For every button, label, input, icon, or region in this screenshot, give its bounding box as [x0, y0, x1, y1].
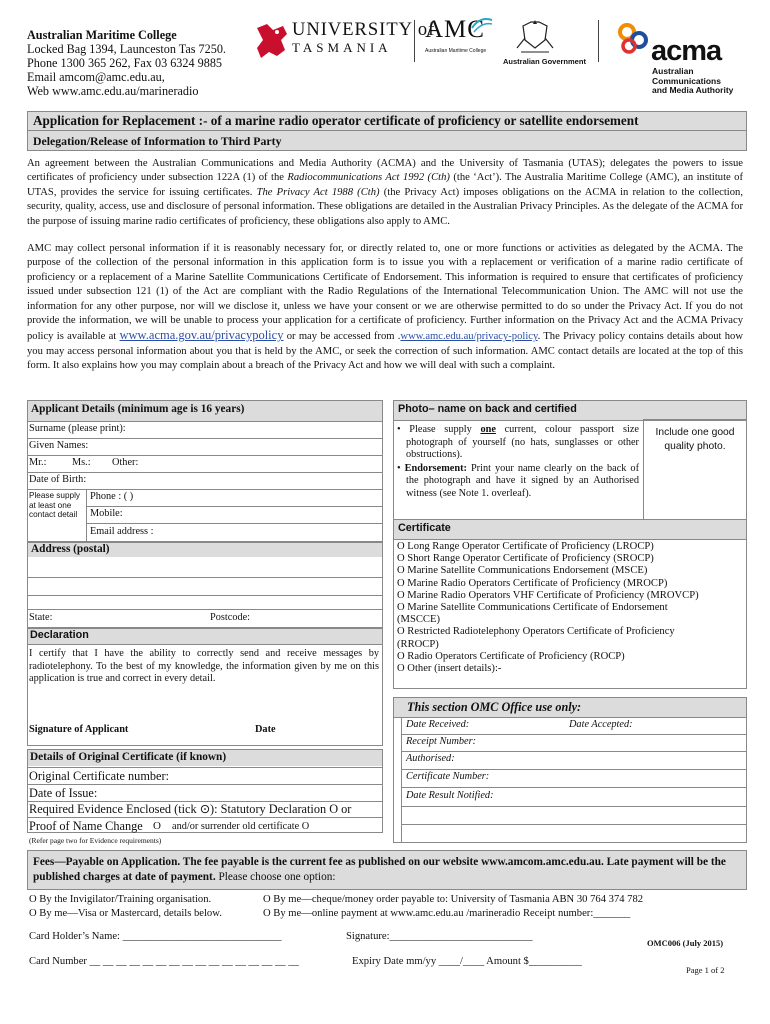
section-subtitle: Delegation/Release of Information to Third Party	[33, 134, 282, 148]
photo-bullet-1: • Please supply one current, colour passport size photograph of yourself (no hats, sunglasses or other obstructions).	[397, 424, 639, 460]
declaration-date-field[interactable]	[285, 716, 380, 738]
act-reference: The Privacy Act 1988 (Cth)	[256, 186, 380, 198]
row-line	[27, 455, 383, 456]
fees-bold: Fees—Payable on Application. The fee payable is the current fee as published on our website www.amcom.amc.edu.au. Late payment will be the published charges at date of payment.	[33, 856, 726, 883]
certificate-option-msce[interactable]: O Marine Satellite Communications Endorsement (MSCE)	[397, 565, 648, 577]
para-text: or may be accessed from .	[283, 331, 401, 343]
government-crest-icon	[515, 18, 555, 56]
college-email: Email amcom@amc.edu.au,	[27, 70, 165, 84]
certificate-option-lrocp[interactable]: O Long Range Operator Certificate of Proficiency (LROCP)	[397, 541, 654, 552]
certificate-options	[397, 541, 743, 675]
card-signature-field[interactable]: Signature:___________________________	[346, 931, 533, 942]
bullet-emphasis: one	[480, 424, 496, 435]
row-line	[86, 523, 383, 524]
acma-rings-icon	[615, 20, 653, 56]
acma-logo: acma	[651, 35, 722, 67]
row-line	[86, 506, 383, 507]
bullet-text: Print your name clearly on the back of the photograph and have it signed by an Authorised witness (see Note 1. overleaf).	[406, 462, 639, 499]
office-heading: This section OMC Office use only:	[407, 700, 582, 714]
row-line	[401, 824, 747, 825]
amc-logo: AMC	[425, 16, 485, 43]
card-number-field[interactable]: Card Number __ __ __ __ __ __ __ __ __ __ __ __ __ __ __ __	[29, 956, 299, 967]
certificate-number-field[interactable]: Certificate Number:	[406, 771, 490, 782]
row-line	[27, 644, 383, 645]
surrender-option[interactable]: and/or surrender old certificate O	[172, 821, 310, 832]
date-received-field[interactable]: Date Received:	[406, 719, 470, 730]
mobile-field[interactable]: Mobile:	[90, 508, 123, 519]
row-line	[27, 609, 383, 610]
contact-supply-note: Please supply at least one contact detail	[29, 491, 80, 519]
privacy-paragraph-1	[27, 157, 743, 229]
authorised-field[interactable]: Authorised:	[406, 753, 455, 764]
acma-sub-line: Australian	[652, 66, 694, 76]
certificate-option-mrocp[interactable]: O Marine Radio Operators Certificate of Proficiency (MROCP)	[397, 577, 668, 589]
surname-field[interactable]: Surname (please print):	[29, 423, 126, 434]
row-line	[393, 717, 747, 718]
address-line-1[interactable]	[28, 557, 382, 577]
row-line	[401, 787, 747, 788]
certificate-option-rocp[interactable]: O Radio Operators Certificate of Proficiency (ROCP)	[397, 650, 625, 662]
acma-sub-line: Communications	[652, 75, 721, 86]
college-phone: Phone 1300 365 262, Fax 03 6324 9885	[27, 56, 222, 70]
row-line	[401, 806, 747, 807]
date-accepted-field[interactable]: Date Accepted:	[569, 719, 633, 730]
receipt-number-field[interactable]: Receipt Number:	[406, 736, 477, 747]
act-reference: Radiocommunications Act 1992 (Cth)	[287, 172, 450, 184]
page-number: Page 1 of 2	[686, 965, 725, 975]
photo-placeholder[interactable]: Include one good quality photo.	[643, 419, 747, 520]
card-holder-field[interactable]: Card Holder’s Name: ______________________________	[29, 931, 282, 942]
pay-invigilator-option[interactable]: O By the Invigilator/Training organisation.	[29, 894, 212, 905]
certificate-option-rrocp-cont: (RROCP)	[397, 638, 439, 650]
row-line	[27, 472, 383, 473]
form-code: OMC006 (July 2015)	[647, 938, 724, 948]
certificate-option-rrocp[interactable]: O Restricted Radiotelephony Operators Certificate of Proficiency	[397, 626, 675, 638]
para-text: (the Privacy Act) imposes obligations on the ACMA in relation to the collection, security, quality, access, use and disclosure of personal information. These obligations are detailed in the Australian Privacy Principles. As the delegate of the ACMA for the purpose of issuing marine radio certificates of proficiency, these obligations also apply to AMC.	[27, 186, 743, 227]
utas-name: UNIVERSITY of	[292, 20, 436, 40]
college-name: Australian Maritime College	[27, 28, 177, 42]
original-number-field[interactable]: Original Certificate number:	[29, 769, 169, 783]
evidence-statutory-option[interactable]: Required Evidence Enclosed (tick ⊙): Statutory Declaration O or	[29, 802, 352, 816]
acma-logo-sub	[652, 67, 733, 96]
given-names-field[interactable]: Given Names:	[29, 440, 89, 451]
declaration-text: I certify that I have the ability to correctly send and receive messages by radiotelephony. To the best of my knowledge, the information given by me on this application is true and correct in every detail.	[29, 648, 379, 684]
college-address: Locked Bag 1394, Launceston Tas 7250.	[27, 42, 226, 56]
proof-name-label: Proof of Name Change	[29, 819, 143, 833]
certificate-option-other[interactable]: O Other (insert details):-	[397, 663, 502, 675]
government-label: Australian Government	[503, 57, 586, 66]
amc-wave-icon	[470, 14, 494, 34]
row-line	[401, 769, 747, 770]
bullet-text: Please supply	[409, 424, 481, 435]
utas-lion-logo-icon	[253, 22, 289, 62]
address-line-3[interactable]	[28, 595, 382, 609]
para-text: (the ‘Act’). The Australia Maritime College (AMC), an institute of UTAS, provides the service for issuing certificates.	[27, 172, 743, 198]
certificate-option-mscce[interactable]: O Marine Satellite Communications Certificate of Endorsement	[397, 602, 668, 614]
title-other-option[interactable]: Other:	[112, 457, 139, 468]
row-line	[401, 751, 747, 752]
email-field[interactable]: Email address :	[90, 526, 154, 537]
certificate-heading: Certificate	[398, 522, 451, 534]
photo-instructions	[397, 424, 639, 500]
address-line-2[interactable]	[28, 577, 382, 595]
photo-heading: Photo– name on back and certified	[398, 403, 577, 415]
para-text: An agreement between the Australian Communications and Media Authority (ACMA) and the University of Tasmania (UTAS); delegates the powers to issue certificates of proficiency under subsection 122A (1) of the	[27, 158, 743, 184]
title-mr-option[interactable]: Mr.:	[29, 457, 47, 468]
address-heading: Address (postal)	[31, 543, 110, 555]
fees-normal: Please choose one option:	[215, 870, 336, 883]
signature-label: Signature of Applicant	[29, 724, 129, 735]
certificate-option-srocp[interactable]: O Short Range Operator Certificate of Proficiency (SROCP)	[397, 553, 654, 565]
fees-text	[33, 855, 733, 884]
acma-privacy-link[interactable]: www.acma.gov.au/privacypolicy	[119, 328, 284, 343]
state-field[interactable]: State:	[29, 612, 53, 623]
signature-field[interactable]	[150, 716, 250, 738]
date-label: Date	[255, 724, 276, 735]
amc-logo-sub: Australian Maritime College	[425, 48, 487, 54]
privacy-paragraph-2	[27, 242, 743, 374]
expiry-amount-field[interactable]: Expiry Date mm/yy ____/____ Amount $__________	[352, 956, 582, 967]
col-line	[86, 489, 87, 542]
pay-online-option[interactable]: O By me—online payment at www.amc.edu.au /marineradio Receipt number:_______	[263, 908, 631, 919]
row-line	[27, 767, 383, 768]
phone-field[interactable]: Phone : ( )	[90, 491, 134, 502]
bullet-text: current, colour passport size photograph of yourself (no hats, sunglasses or other obstructions).	[406, 424, 639, 460]
pay-card-option[interactable]: O By me—Visa or Mastercard, details below.	[29, 908, 222, 919]
row-line	[393, 539, 747, 540]
title-divider	[27, 130, 747, 131]
para-text: AMC may collect personal information if it is reasonably necessary for, or directly related to, one or more functions or activities as delegated by the ACMA. The purpose of the collection of the personal information in this application form is to issue you with a replacement or verification of a marine radio certificate of proficiency or a replacement of a Marine Satellite Communications Certificate of Endorsement. This information is required to ensure that certificates of proficiency issued under subsection 121 (1) of the Act are compliant with the Radio Regulations of the International Telecommunication Union. The AMC will not use the information for any other purpose, nor will we disclose it, unless we have your consent or we are otherwise permitted to do so under the Privacy Act. If you do not provide the information, we will be unable to process your application for a certificate of proficiency. Further information on the Privacy Act and the ACMA Privacy policy is available at	[27, 243, 743, 343]
photo-bullet-2: • Endorsement: Print your name clearly on the back of the photograph and have it signed by an Authorised witness (see Note 1. overleaf).	[397, 462, 639, 499]
issue-date-field[interactable]: Date of Issue:	[29, 786, 98, 800]
dob-field[interactable]: Date of Birth:	[29, 474, 87, 485]
college-web: Web www.amc.edu.au/marineradio	[27, 84, 199, 98]
amc-privacy-link[interactable]: www.amc.edu.au/privacy-policy	[400, 331, 538, 343]
title-ms-option[interactable]: Ms.:	[72, 457, 91, 468]
row-line	[27, 817, 383, 818]
declaration-heading: Declaration	[30, 629, 89, 641]
para-text: . The Privacy policy contains details about how you may access personal information about you that is held by the AMC, or seek the correction of such information. AMC contact details are located at the top of this form. It also explains how you may complain about a breach of the Privacy Act and how we will deal with such a complaint.	[27, 331, 743, 372]
certificate-option-mscce-cont: (MSCCE)	[397, 614, 440, 626]
form-title: Application for Replacement :- of a marine radio operator certificate of proficiency or satellite endorsement	[33, 113, 639, 128]
logo-divider	[414, 20, 415, 62]
college-contact-block	[27, 28, 226, 98]
row-line	[27, 784, 383, 785]
result-notified-field[interactable]: Date Result Notified:	[406, 790, 494, 801]
bullet-heading: Endorsement:	[404, 462, 467, 474]
logo-divider-2	[598, 20, 599, 62]
pay-cheque-option[interactable]: O By me—cheque/money order payable to: University of Tasmania ABN 30 764 374 782	[263, 894, 644, 905]
certificate-option-mrovcp[interactable]: O Marine Radio Operators VHF Certificate of Proficiency (MROVCP)	[397, 589, 699, 601]
utas-sub: TASMANIA	[292, 40, 392, 55]
original-heading: Details of Original Certificate (if known)	[30, 751, 227, 763]
proof-name-option[interactable]: O	[153, 820, 161, 832]
row-line	[27, 489, 383, 490]
evidence-refer-note: (Refer page two for Evidence requirements)	[29, 836, 162, 845]
applicant-heading: Applicant Details (minimum age is 16 years)	[31, 403, 245, 415]
row-line	[27, 438, 383, 439]
row-line	[27, 421, 383, 422]
row-line	[401, 734, 747, 735]
acma-sub-line: and Media Authority	[652, 85, 734, 95]
postcode-field[interactable]: Postcode:	[210, 612, 251, 623]
